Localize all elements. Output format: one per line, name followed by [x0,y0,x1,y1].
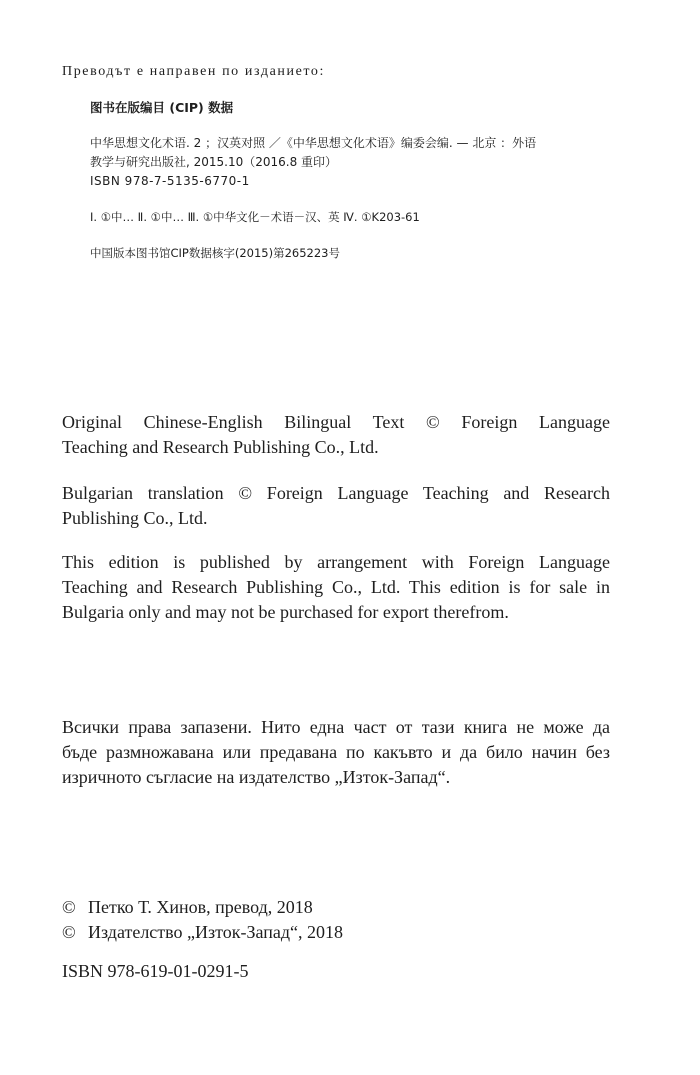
paragraph-line: Original Chinese-English Bilingual Text © Foreign Language [62,412,610,432]
arrangement-notice [62,550,610,625]
paragraph-line: Teaching and Research Publishing Co., Ltd. [62,437,379,457]
translator-credit: Петко Т. Хинов, превод, 2018 [88,897,313,917]
cip-record [90,134,610,191]
cip-number: 中国版本图书馆CIP数据核字(2015)第265223号 [90,246,340,260]
publisher-credit: Издателство „Изток-Запад“, 2018 [88,922,344,942]
cip-record-line: 教学与研究出版社, 2015.10（2016.8 重印） [90,155,338,169]
paragraph-line: Bulgarian translation © Foreign Language Teaching and Research [62,483,610,503]
original-text-copyright [62,410,610,460]
translation-copyright [62,481,610,531]
isbn: ISBN 978-619-01-0291-5 [62,961,249,981]
rights-reserved-notice [62,715,610,790]
paragraph-line: Всички права запазени. Нито една част от тази книга не може да [62,717,610,737]
paragraph-line: Publishing Co., Ltd. [62,508,208,528]
cip-heading: 图书在版编目 (CIP) 数据 [90,100,234,115]
cip-isbn: ISBN 978-7-5135-6770-1 [90,174,250,188]
copyright-icon: © [62,897,76,917]
paragraph-line: Bulgaria only and may not be purchased for export therefrom. [62,602,509,622]
translator-copyright [62,895,610,920]
paragraph-line: This edition is published by arrangement with Foreign Language [62,552,610,572]
cip-classification: Ⅰ. ①中… Ⅱ. ①中… Ⅲ. ①中华文化－术语－汉、英 Ⅳ. ①K203-61 [90,210,420,224]
paragraph-line: изричното съгласие на издателство „Изток-Запад“. [62,767,451,787]
paragraph-line: бъде размножавана или предавана по какъвто и да било начин без [62,742,610,762]
copyright-icon: © [62,922,76,942]
paragraph-line: Teaching and Research Publishing Co., Ltd. This edition is for sale in [62,577,610,597]
cip-intro: Преводът е направен по изданието: [62,64,326,79]
cip-record-line: 中华思想文化术语. 2 ；汉英对照 ／《中华思想文化术语》编委会编. — 北京 ：外语 [90,136,537,150]
publisher-copyright [62,920,610,945]
